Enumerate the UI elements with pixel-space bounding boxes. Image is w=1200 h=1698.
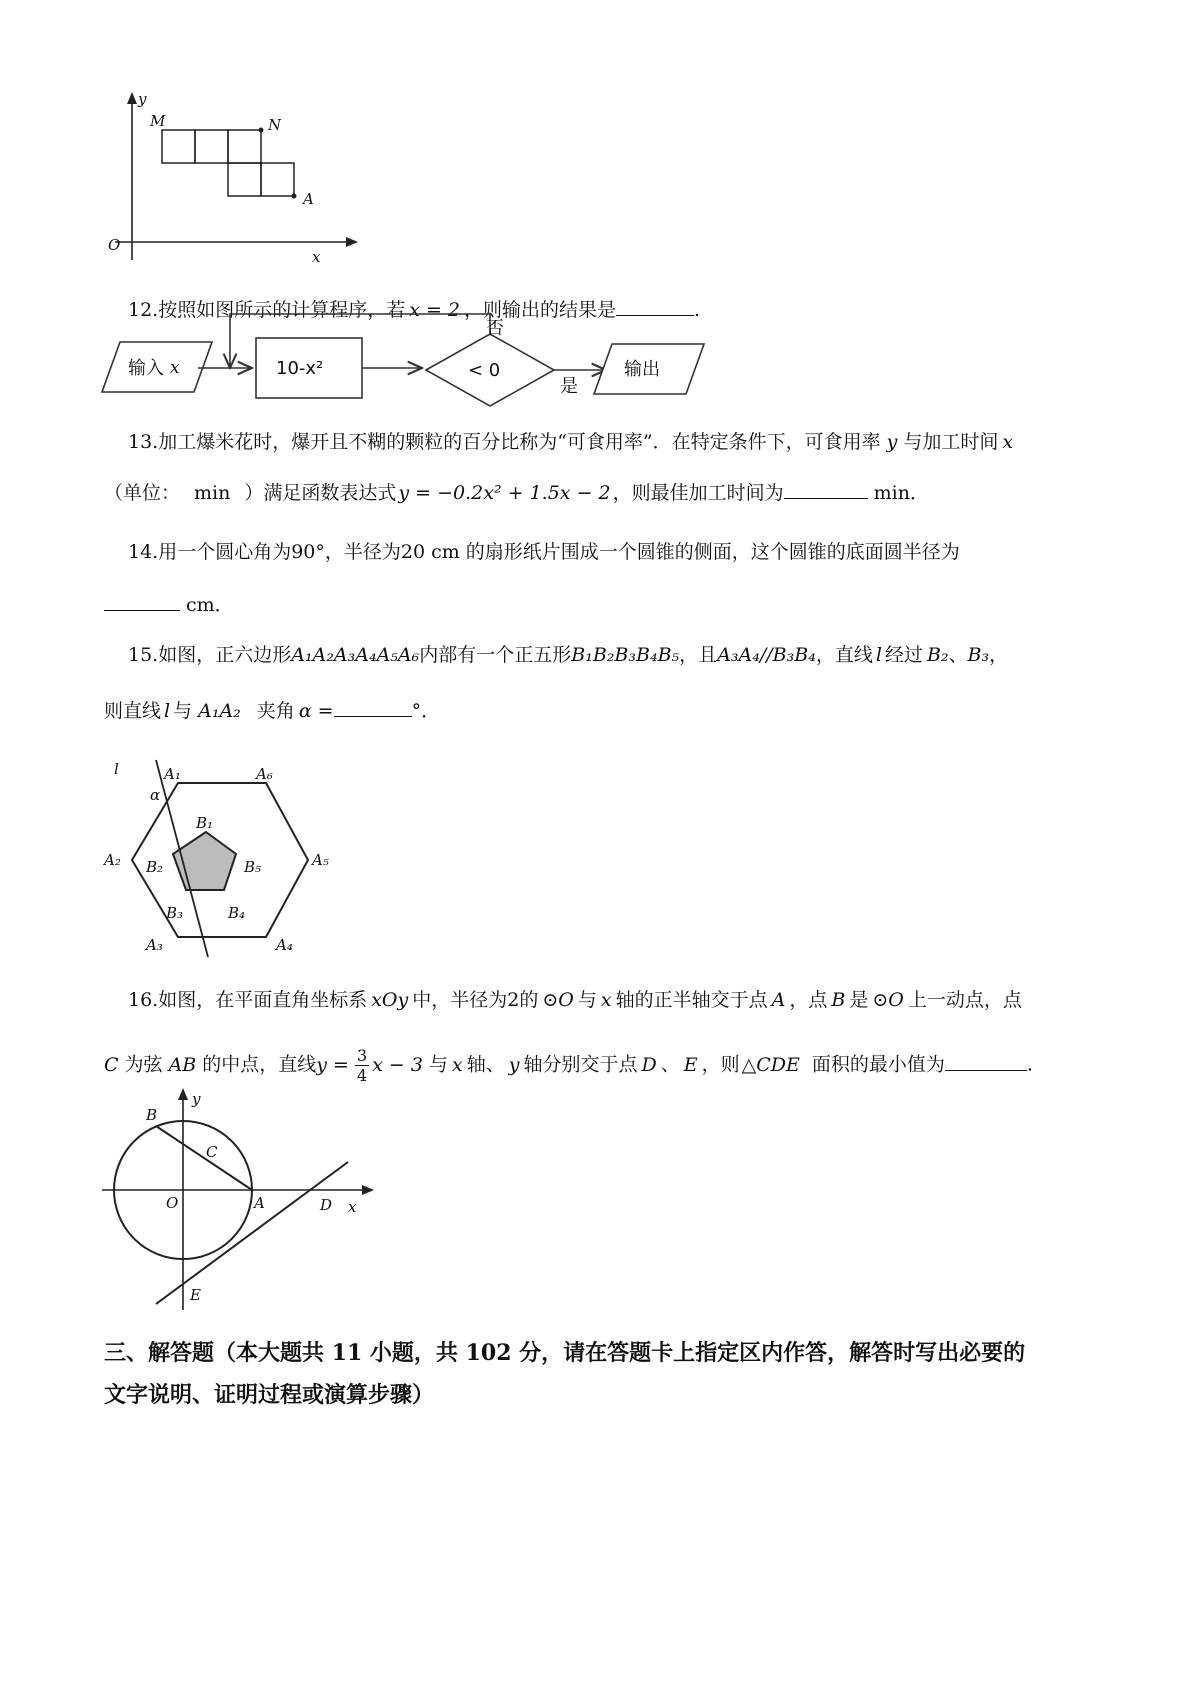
q15-hexagon: A₁A₂A₃A₄A₅A₆ bbox=[291, 644, 420, 666]
q13-text-e: ，则最佳加工时间为 bbox=[612, 482, 784, 504]
fig11-y-label: y bbox=[138, 90, 147, 108]
fig15-a5-label: A₅ bbox=[312, 851, 329, 869]
fig11-origin-label: O bbox=[108, 236, 121, 254]
q16-text-g: 上一动点，点 bbox=[907, 989, 1022, 1011]
circle-figure bbox=[98, 1082, 388, 1314]
q15-text-b: 内部有一个正五形 bbox=[419, 644, 572, 666]
question-13-line-2 bbox=[104, 478, 929, 507]
q16-x: x bbox=[600, 989, 612, 1011]
q16-circle-o: ⊙O bbox=[542, 989, 574, 1011]
fig16-c-label: C bbox=[206, 1143, 218, 1161]
q16-fraction bbox=[355, 1046, 369, 1085]
q13-formula: y = −0.2x² + 1.5x − 2 bbox=[398, 482, 611, 504]
q15-b2: B₂ bbox=[926, 644, 949, 666]
q15-line-l: l bbox=[875, 644, 882, 666]
question-16-line-2 bbox=[104, 1046, 1033, 1085]
fig15-a3-label: A₃ bbox=[146, 936, 163, 954]
q15-text-g: 则直线 bbox=[104, 700, 162, 722]
q13-text-f: min． bbox=[873, 482, 929, 504]
q16-a: A bbox=[771, 989, 786, 1011]
q12-suffix: ，则输出的结果是 bbox=[464, 299, 617, 321]
fig16-x-label: x bbox=[348, 1198, 357, 1216]
q14-angle: 90° bbox=[291, 541, 325, 563]
q16-text-c: 与 bbox=[577, 989, 597, 1011]
question-15-line-2 bbox=[104, 696, 440, 725]
fig11-a-label: A bbox=[303, 190, 314, 208]
q13-answer-blank[interactable] bbox=[784, 478, 868, 499]
fig16-d-label: D bbox=[320, 1196, 333, 1214]
q15-a1a2: A₁A₂ bbox=[198, 700, 241, 722]
grid-figure bbox=[100, 90, 360, 275]
fig11-x-label: x bbox=[312, 248, 321, 266]
fig15-alpha-label: α bbox=[150, 786, 161, 804]
q16-text-n: ，则 bbox=[701, 1053, 740, 1076]
flow-input-var: x bbox=[170, 358, 180, 378]
q16-answer-blank[interactable] bbox=[945, 1050, 1027, 1071]
q13-text-d: ）满足函数表达式 bbox=[244, 482, 397, 504]
q15-alpha: α = bbox=[298, 700, 334, 722]
q15-sep: 、 bbox=[948, 644, 968, 666]
section-3-line-2: 文字说明、证明过程或演算步骤） bbox=[104, 1382, 435, 1408]
q16-y-eq: y = bbox=[316, 1053, 349, 1076]
q16-text-i: 的中点，直线 bbox=[202, 1053, 317, 1076]
fig11-m-label: M bbox=[150, 112, 166, 130]
q16-text-e: ，点 bbox=[789, 989, 828, 1011]
q13-var-y: y bbox=[886, 431, 898, 453]
q13-text-c: （单位： bbox=[104, 482, 181, 504]
q16-x-minus: x − 3 bbox=[372, 1053, 423, 1076]
flow-input-label: 输入 bbox=[128, 358, 164, 379]
q16-text-a: 16.如图，在平面直角坐标系 bbox=[128, 989, 368, 1011]
fig16-origin-label: O bbox=[166, 1194, 179, 1212]
q12-expr: x = 2 bbox=[409, 299, 461, 321]
q15-parallel: A₃A₄//B₃B₄ bbox=[717, 644, 816, 666]
flow-output-label: 输出 bbox=[624, 359, 660, 380]
q16-text-j: 与 bbox=[428, 1053, 448, 1076]
question-14-line-1 bbox=[128, 538, 960, 566]
fig15-a6-label: A₆ bbox=[256, 765, 273, 783]
q16-text-b: 中，半径为2的 bbox=[412, 989, 539, 1011]
q15-answer-blank[interactable] bbox=[334, 696, 412, 717]
fig15-b3-label: B₃ bbox=[166, 904, 184, 922]
q16-c: C bbox=[104, 1053, 119, 1076]
q15-text-h: 与 bbox=[173, 700, 193, 722]
q12-end: . bbox=[694, 299, 701, 321]
fig15-b4-label: B₄ bbox=[228, 904, 246, 922]
q15-text-d: ，直线 bbox=[815, 644, 873, 666]
q12-prefix: 12.按照如图所示的计算程序，若 bbox=[128, 299, 406, 321]
q16-text-m: 、 bbox=[660, 1053, 680, 1076]
q13-var-x: x bbox=[1002, 431, 1014, 453]
section-3-line-1: 三、解答题（本大题共 11 小题，共 102 分，请在答题卡上指定区内作答，解答时写出必要的 bbox=[104, 1340, 1026, 1366]
question-15-line-1 bbox=[128, 641, 1008, 669]
q16-frac-den: 4 bbox=[356, 1066, 368, 1085]
q14-radius: 20 cm bbox=[400, 541, 460, 563]
q16-b: B bbox=[831, 989, 846, 1011]
q14-text-c: 的扇形纸片围成一个圆锥的侧面，这个圆锥的底面圆半径为 bbox=[465, 541, 960, 563]
fig16-b-label: B bbox=[146, 1106, 158, 1124]
q14-text-a: 14.用一个圆心角为 bbox=[128, 541, 292, 563]
q15-text-f: ， bbox=[989, 644, 1009, 666]
question-16-line-1 bbox=[128, 986, 1022, 1014]
question-13-line-1 bbox=[128, 428, 1013, 456]
q16-text-k: 轴、 bbox=[466, 1053, 505, 1076]
q13-text-a: 13.加工爆米花时，爆开且不糊的颗粒的百分比称为“可食用率”．在特定条件下，可食用率 bbox=[128, 431, 881, 453]
q16-text-h: 为弦 bbox=[124, 1053, 163, 1076]
q16-text-d: 轴的正半轴交于点 bbox=[615, 989, 768, 1011]
q16-xoy: xOy bbox=[371, 989, 409, 1011]
q15-text-j: °． bbox=[411, 700, 441, 722]
fig15-a1-label: A₁ bbox=[164, 765, 181, 783]
q15-text-i: 夹角 bbox=[256, 700, 295, 722]
flow-yes-label: 是 bbox=[560, 376, 578, 397]
flow-condition-label: < 0 bbox=[468, 360, 501, 381]
fig15-b5-label: B₅ bbox=[244, 858, 262, 876]
q16-x-2: x bbox=[451, 1053, 463, 1076]
fig16-a-label: A bbox=[254, 1194, 265, 1212]
q16-frac-num: 3 bbox=[356, 1046, 368, 1065]
q16-y: y bbox=[508, 1053, 520, 1076]
q14-unit: cm． bbox=[186, 594, 234, 616]
fig11-n-label: N bbox=[268, 116, 282, 134]
q15-text-a: 15.如图，正六边形 bbox=[128, 644, 292, 666]
question-14-line-2 bbox=[104, 590, 234, 619]
q16-circle-o-2: ⊙O bbox=[872, 989, 904, 1011]
q16-triangle: △CDE bbox=[741, 1053, 800, 1076]
fig15-a2-label: A₂ bbox=[104, 851, 121, 869]
hexagon-figure bbox=[98, 752, 358, 964]
q13-text-b: 与加工时间 bbox=[903, 431, 999, 453]
fig15-b1-label: B₁ bbox=[196, 814, 214, 832]
q16-end: . bbox=[1026, 1053, 1033, 1076]
q16-ab: AB bbox=[168, 1053, 197, 1076]
fig16-e-label: E bbox=[190, 1286, 201, 1304]
q16-text-o: 面积的最小值为 bbox=[811, 1053, 945, 1076]
flow-no-label: 否 bbox=[486, 318, 504, 339]
q16-text-f: 是 bbox=[849, 989, 869, 1011]
flowchart bbox=[100, 308, 720, 420]
q15-text-e: 经过 bbox=[884, 644, 923, 666]
q13-unit: min bbox=[194, 482, 231, 504]
q14-text-b: ，半径为 bbox=[324, 541, 401, 563]
q16-e: E bbox=[683, 1053, 698, 1076]
q14-answer-blank[interactable] bbox=[104, 590, 180, 611]
fig16-y-label: y bbox=[192, 1090, 201, 1108]
fig15-b2-label: B₂ bbox=[146, 858, 164, 876]
fig15-l-label: l bbox=[114, 760, 119, 778]
q15-text-c: ，且 bbox=[679, 644, 718, 666]
q15-b3: B₃ bbox=[967, 644, 990, 666]
section-3-heading bbox=[104, 1338, 1025, 1410]
q16-text-l: 轴分别交于点 bbox=[523, 1053, 638, 1076]
flow-compute-label: 10-x² bbox=[276, 358, 324, 379]
q16-d: D bbox=[641, 1053, 657, 1076]
fig15-a4-label: A₄ bbox=[276, 936, 293, 954]
q15-pentagon: B₁B₂B₃B₄B₅ bbox=[571, 644, 680, 666]
q15-line-l-2: l bbox=[164, 700, 171, 722]
